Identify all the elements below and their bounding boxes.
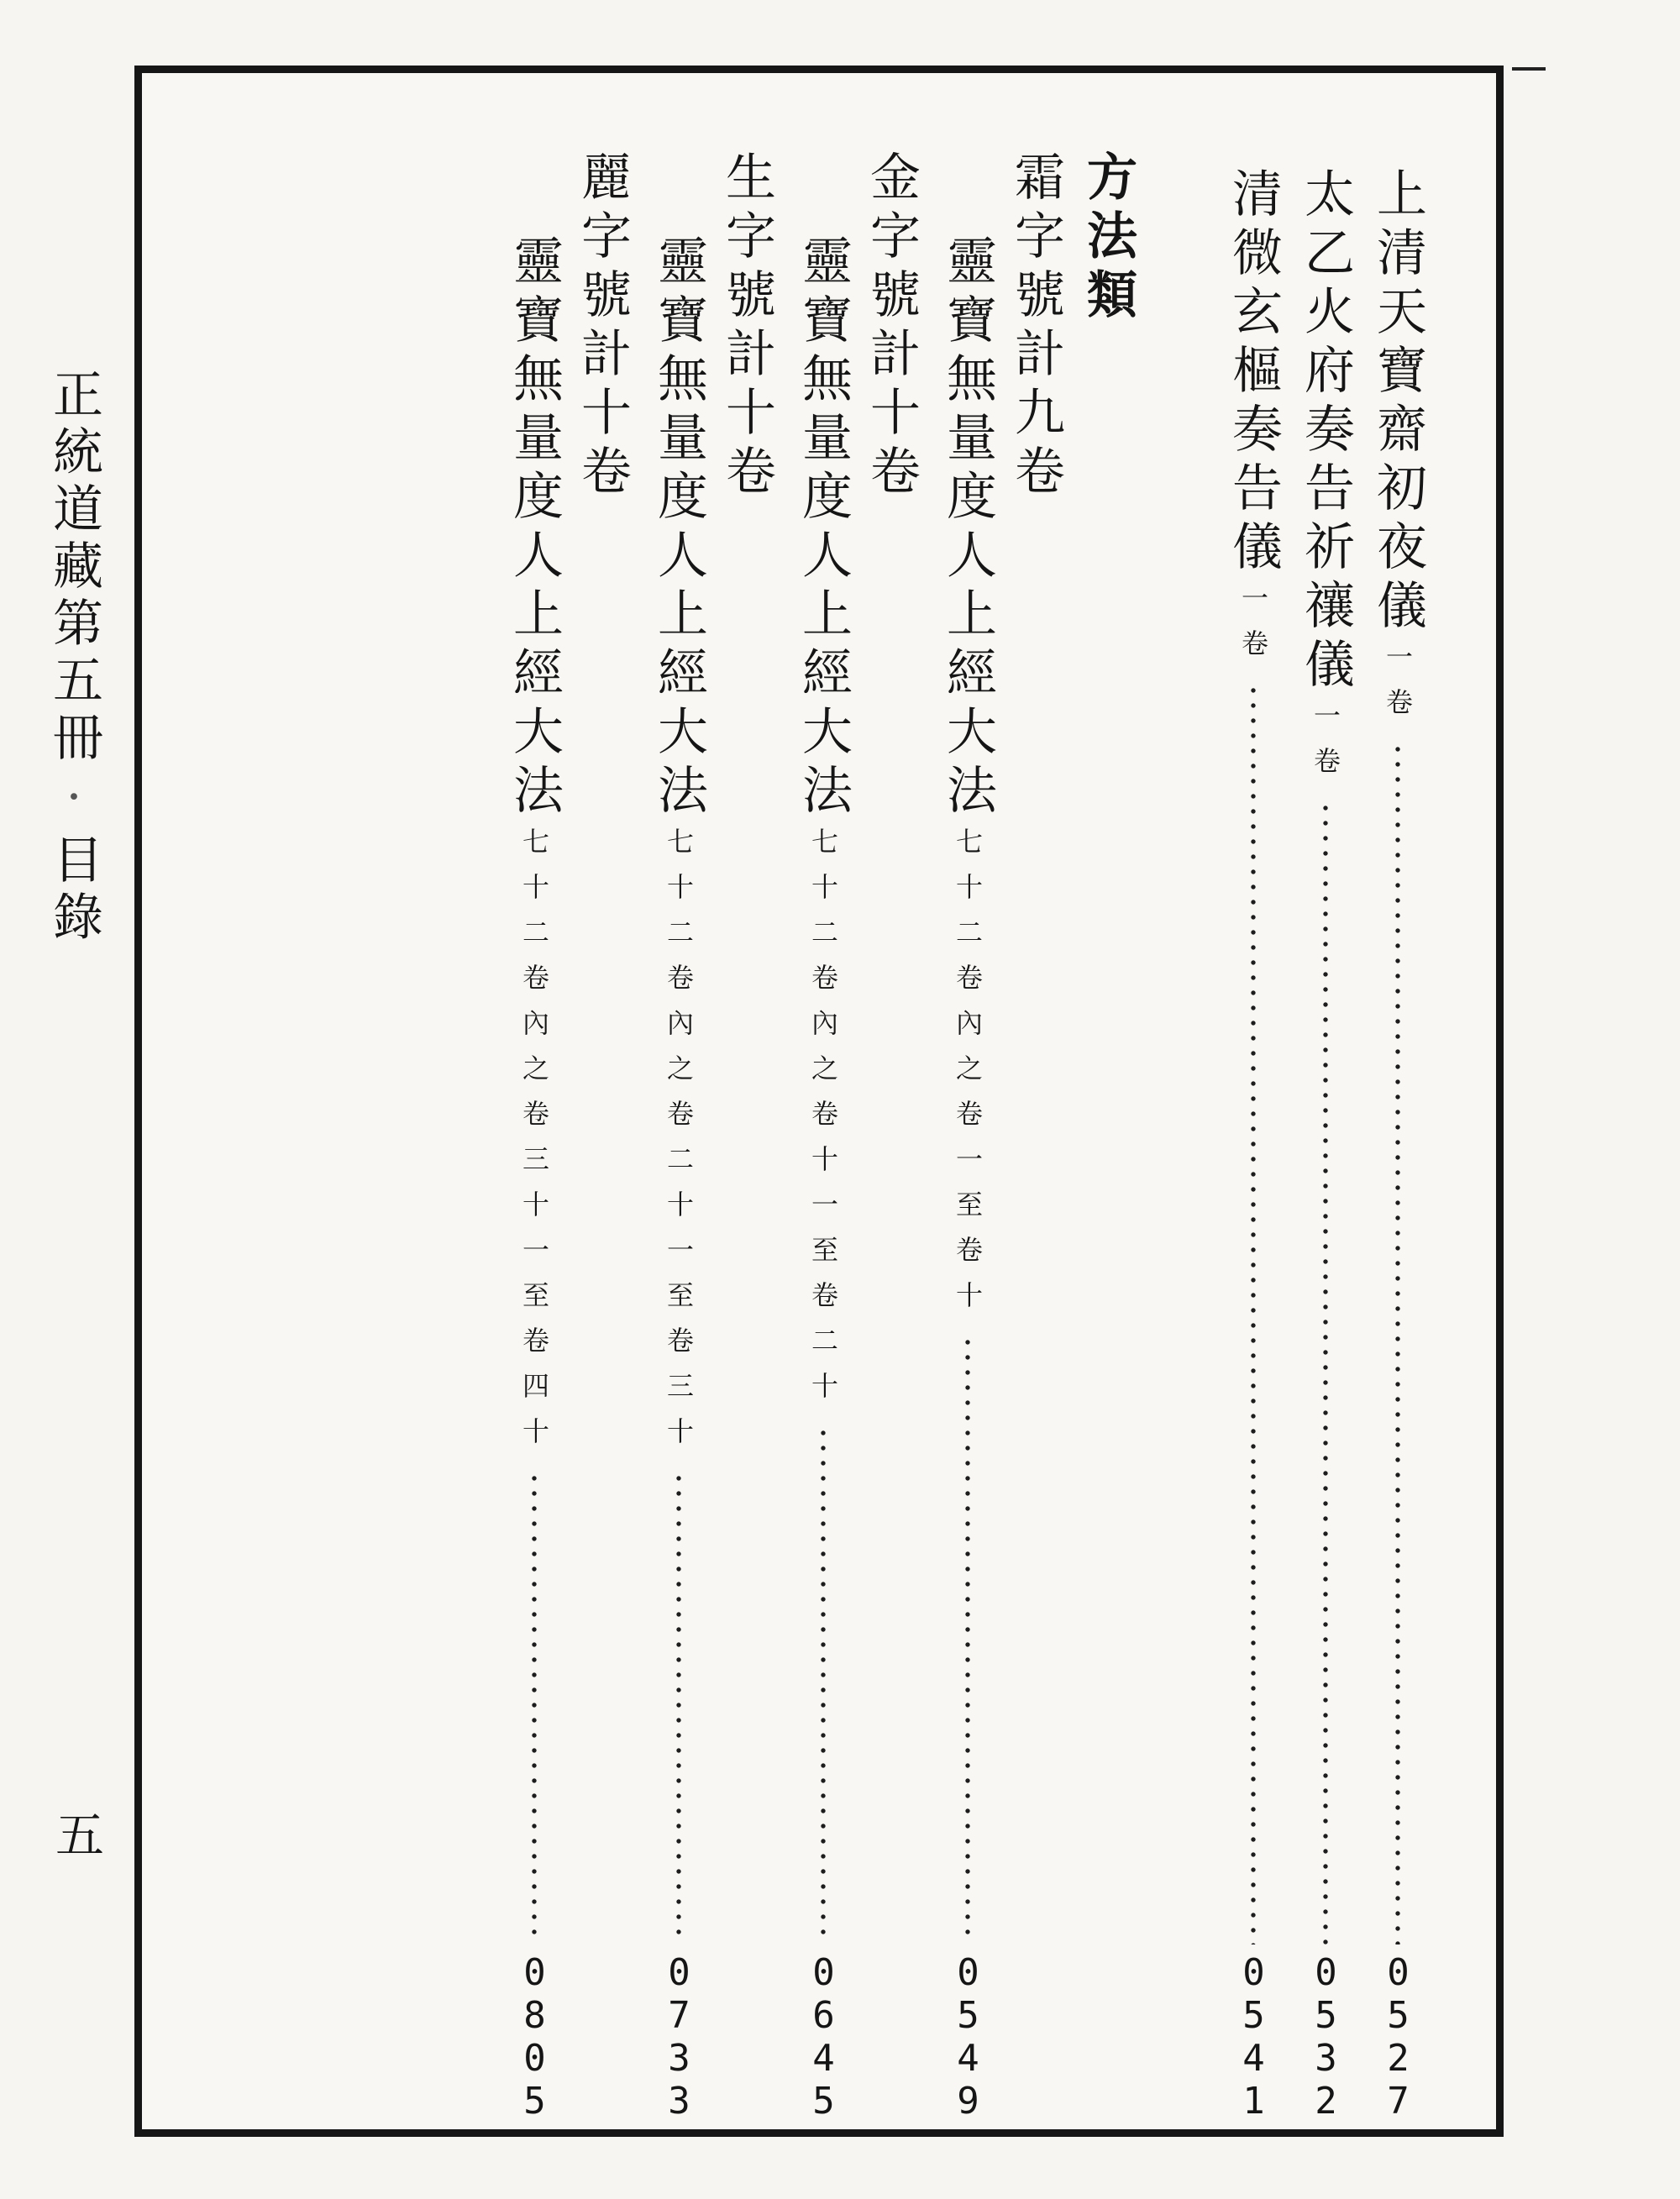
running-head	[45, 368, 103, 947]
entry-title: 靈寶無量度人上經大法	[938, 234, 997, 822]
category-heading	[1079, 150, 1142, 327]
series-title: 生字號計十卷	[717, 150, 776, 503]
leader-dots	[1251, 683, 1256, 1944]
head-separator: ·	[45, 768, 103, 833]
entry-page-number: 0733	[658, 1951, 701, 2123]
entry-title: 太乙火府奏告祈禳儀	[1296, 167, 1355, 696]
entry-title: 清微玄樞奏告儀	[1224, 167, 1283, 579]
toc-entry	[649, 234, 708, 2123]
entry-note: 七十二卷內之卷二十一至卷三十	[663, 827, 695, 1462]
entry-page-number: 0549	[947, 1951, 990, 2123]
series-heading	[1006, 150, 1069, 503]
toc-entry	[505, 234, 564, 2123]
series-heading	[717, 150, 780, 503]
leader-dots	[532, 1471, 537, 1944]
entry-note: 七十二卷內之卷十一至卷二十	[807, 827, 839, 1417]
leader-dots	[1395, 742, 1400, 1944]
series-title: 麗字號計十卷	[573, 150, 632, 503]
entry-title: 靈寶無量度人上經大法	[649, 234, 708, 822]
series-title: 霜字號計九卷	[1006, 150, 1065, 503]
toc-entry	[1224, 167, 1283, 2123]
entry-page-number: 0645	[802, 1951, 845, 2123]
entry-note: 七十二卷內之卷三十一至卷四十	[518, 827, 550, 1462]
entry-note: 一卷	[1382, 643, 1414, 733]
leader-dots	[965, 1335, 970, 1944]
entry-page-number: 0805	[513, 1951, 556, 2123]
folio-number: 五	[55, 1807, 105, 1864]
toc-entry	[1296, 167, 1355, 2123]
leader-dots	[821, 1425, 826, 1944]
entry-page-number: 0527	[1377, 1951, 1420, 2123]
entry-title: 靈寶無量度人上經大法	[505, 234, 564, 822]
series-heading	[573, 150, 636, 503]
section-title: 目錄	[45, 833, 103, 947]
toc-entry	[1368, 167, 1427, 2123]
entry-note: 一卷	[1310, 701, 1341, 792]
toc-entry	[938, 234, 997, 2123]
entry-page-number: 0532	[1305, 1951, 1347, 2123]
entry-page-number: 0541	[1232, 1951, 1275, 2123]
contents-frame	[134, 66, 1504, 2137]
category-title: 方法類	[1079, 150, 1137, 327]
leader-dots	[1323, 800, 1328, 1944]
entry-title: 靈寶無量度人上經大法	[794, 234, 853, 822]
entry-note: 一卷	[1237, 584, 1269, 674]
entry-title: 上清天寶齋初夜儀	[1368, 167, 1427, 638]
running-head-title: 正統道藏第五冊	[45, 368, 103, 768]
frame-tick	[1512, 67, 1546, 71]
series-heading	[862, 150, 925, 503]
series-title: 金字號計十卷	[862, 150, 921, 503]
entry-note: 七十二卷內之卷一至卷十	[952, 827, 984, 1326]
toc-entry	[794, 234, 853, 2123]
leader-dots	[676, 1471, 681, 1944]
